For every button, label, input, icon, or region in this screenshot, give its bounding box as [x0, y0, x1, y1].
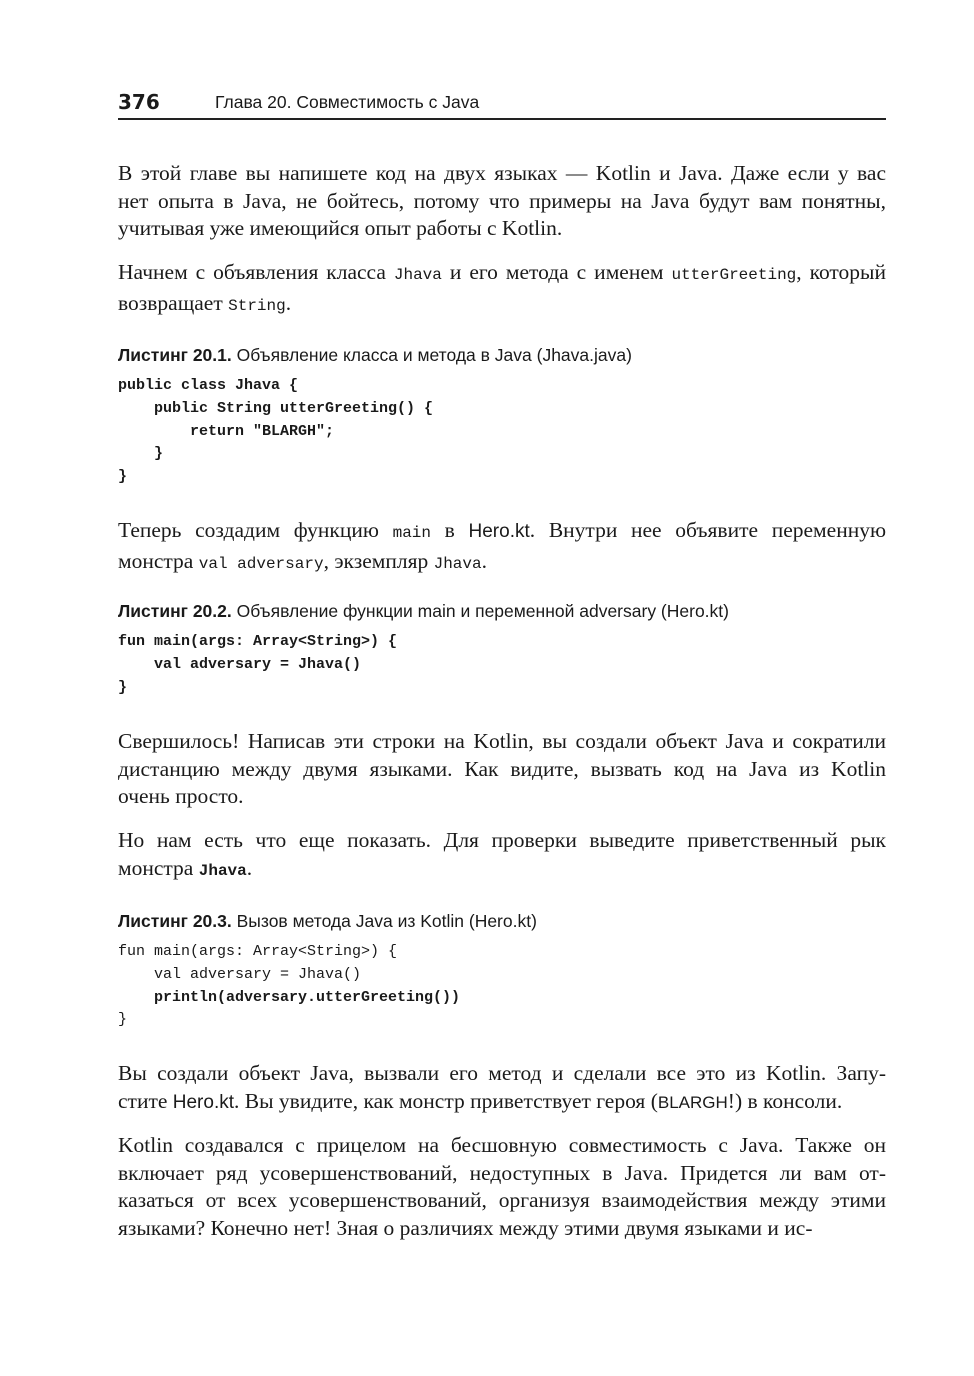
code-line: public class Jhava { [118, 377, 299, 394]
inline-code: BLARGH [657, 1092, 728, 1112]
code-listing-1 [118, 375, 433, 489]
listing-caption-1 [118, 345, 632, 366]
text-line: казаться от всех усовершенствований, организуя взаимодействия между этими [118, 1188, 886, 1212]
code-line: return "BLARGH"; [118, 422, 335, 440]
page-number: 376 [118, 90, 160, 114]
inline-code: Jhava [433, 554, 482, 573]
text-line: очень просто. [118, 784, 244, 808]
text-line: нет опыта в Java, не бойтесь, потому что примеры на Java будут вам понятны, [118, 188, 886, 213]
inline-code: Jhava [198, 861, 247, 880]
paragraph-show-more [118, 827, 886, 885]
text-line: Kotlin создавался с прицелом на бесшовную совместимость с Java. Также он [118, 1133, 886, 1157]
text-line: монстра val adversary, экземпляр Jhava. [118, 548, 487, 573]
code-line: fun main(args: Array<String>) { [118, 633, 398, 650]
code-listing-2 [118, 631, 397, 699]
text-line: Вы создали объект Java, вызвали его метод и сделали все это из Kotlin. Запу- [118, 1061, 886, 1085]
paragraph-intro [118, 160, 886, 243]
text-line: Но нам есть что еще показать. Для проверки выведите приветственный рык [118, 828, 886, 852]
paragraph-kotlin-interop [118, 1132, 886, 1242]
paragraph-accomplished [118, 728, 886, 811]
text-line: учитывая уже имеющийся опыт работы с Kotlin. [118, 216, 563, 240]
code-line: val adversary = Jhava() [118, 965, 362, 983]
listing-caption-2 [118, 601, 729, 622]
listing-title: Объявление класса и метода в Java (Jhava.java) [231, 345, 632, 365]
listing-label: Листинг 20.2. [118, 601, 232, 621]
text-line: стите Hero.kt. Вы увидите, как монстр приветствует героя (BLARGH!) в консоли. [118, 1088, 843, 1113]
code-line: public String utterGreeting() { [118, 399, 434, 417]
chapter-title: Глава 20. Совместимость с Java [215, 92, 480, 112]
code-line: val adversary = Jhava() [118, 655, 362, 673]
listing-title: Вызов метода Java из Kotlin (Hero.kt) [231, 911, 537, 931]
code-line: } [118, 468, 128, 486]
listing-title: Объявление функции main и переменной adversary (Hero.kt) [231, 601, 729, 621]
inline-code: val adversary [198, 554, 324, 573]
text-line: возвращает String. [118, 290, 292, 315]
paragraph-run-hero [118, 1060, 886, 1116]
text-line: Начнем с объявления класса Jhava и его метода с именем utterGreeting, который [118, 260, 886, 284]
text-line: Теперь создадим функцию main в Hero.kt. Внутри нее объявите переменную [118, 518, 887, 542]
code-line: } [118, 1011, 128, 1029]
text-line: дистанцию между двумя языками. Как видите, вызвать код на Java из Kotlin [118, 756, 886, 781]
text-line: Свершилось! Написав эти строки на Kotlin, вы создали объект Java и сократили [118, 729, 886, 753]
text-line: В этой главе вы напишете код на двух языках — Kotlin и Java. Даже если у вас [118, 161, 886, 185]
inline-code: String [228, 296, 286, 315]
file-name: Hero.kt [172, 1091, 235, 1113]
code-listing-3 [118, 941, 460, 1032]
code-line: } [118, 678, 128, 696]
text-line: включает ряд усовершенствований, недоступных в Java. Придется ли вам от- [118, 1160, 886, 1185]
text-line: монстра Jhava. [118, 855, 253, 880]
code-line: fun main(args: Array<String>) { [118, 943, 398, 960]
listing-label: Листинг 20.3. [118, 911, 232, 931]
inline-code: utterGreeting [671, 266, 797, 284]
code-line-highlighted: println(adversary.utterGreeting()) [118, 988, 461, 1006]
inline-code: main [392, 524, 431, 542]
text-line: языками? Конечно нет! Зная о различиях между этими двумя языками и ис- [118, 1215, 813, 1240]
listing-label: Листинг 20.1. [118, 345, 232, 365]
paragraph-main-function [118, 517, 886, 578]
code-line: } [118, 445, 164, 463]
listing-caption-3 [118, 911, 537, 932]
page-header [118, 88, 886, 120]
paragraph-declare-class [118, 259, 886, 320]
file-name: Hero.kt [468, 521, 530, 542]
inline-code: Jhava [393, 266, 442, 284]
